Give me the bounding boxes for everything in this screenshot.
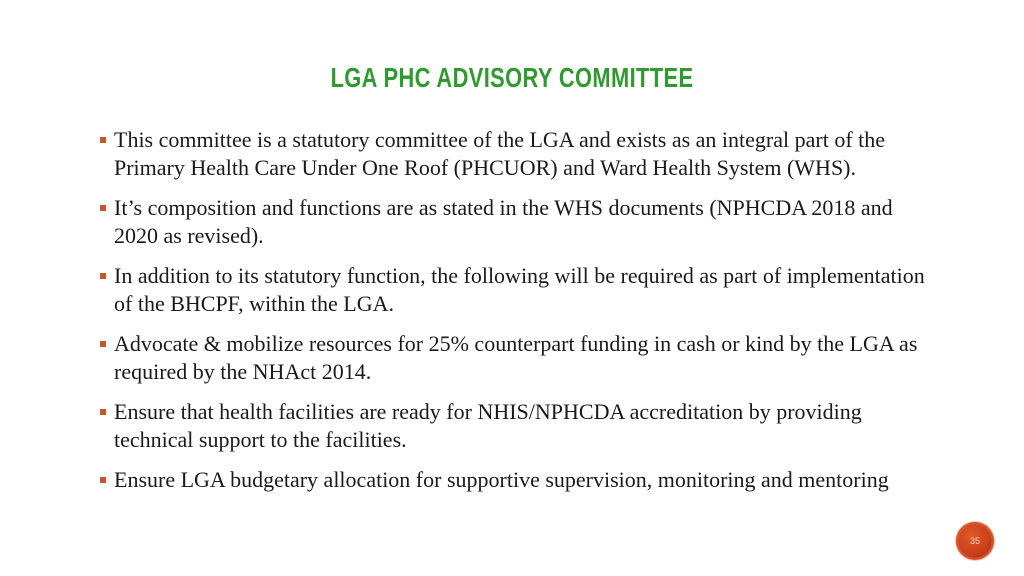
bullet-text: Advocate & mobilize resources for 25% counterpart funding in cash or kind by the LGA as required by the NHAct 2014. (114, 331, 918, 384)
square-bullet-icon (100, 341, 106, 347)
square-bullet-icon (100, 205, 106, 211)
bullet-text: Ensure that health facilities are ready for NHIS/NPHCDA accreditation by providing technical support to the facilities. (114, 399, 862, 452)
bullet-list (100, 126, 930, 506)
bullet-item (100, 126, 930, 182)
bullet-item (100, 262, 930, 318)
bullet-item (100, 330, 930, 386)
bullet-item (100, 466, 930, 494)
bullet-text: In addition to its statutory function, the following will be required as part of implementation of the BHCPF, within the LGA. (114, 263, 925, 316)
square-bullet-icon (100, 477, 106, 483)
bullet-item (100, 194, 930, 250)
page-number-badge: 35 (958, 524, 992, 558)
slide-title: LGA PHC ADVISORY COMMITTEE (330, 62, 694, 93)
bullet-item (100, 398, 930, 454)
bullet-text: It’s composition and functions are as stated in the WHS documents (NPHCDA 2018 and 2020 as revised). (114, 195, 893, 248)
bullet-text: Ensure LGA budgetary allocation for supportive supervision, monitoring and mentoring (114, 467, 889, 492)
square-bullet-icon (100, 409, 106, 415)
bullet-text: This committee is a statutory committee of the LGA and exists as an integral part of the Primary Health Care Under One Roof (PHCUOR) and Ward Health System (WHS). (114, 127, 886, 180)
square-bullet-icon (100, 137, 106, 143)
square-bullet-icon (100, 273, 106, 279)
